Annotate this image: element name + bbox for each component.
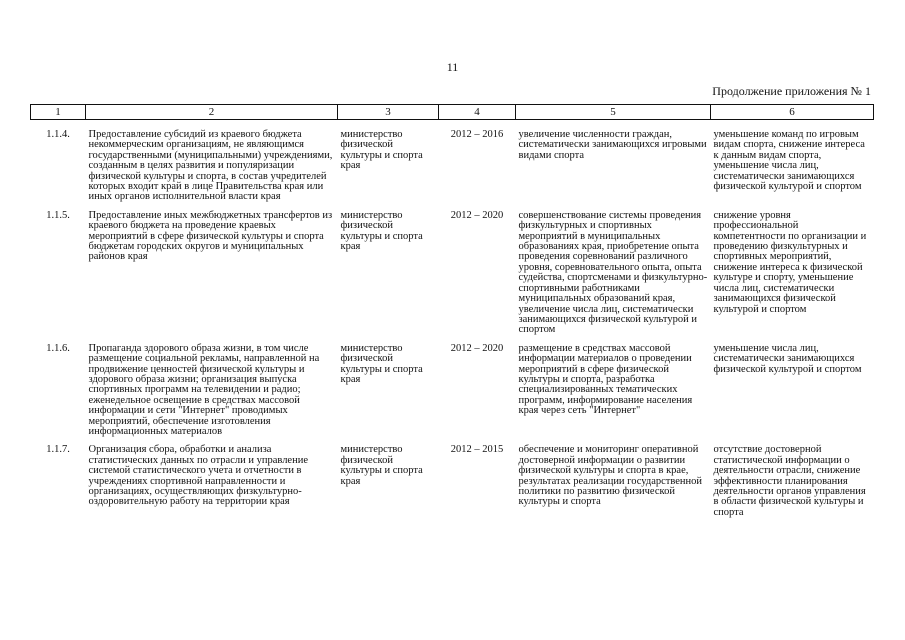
executor-cell: министерство физической культуры и спорта края: [340, 342, 423, 385]
header-col-4: 4: [439, 105, 516, 120]
header-col-2: 2: [86, 105, 338, 120]
consequences-cell: уменьшение числа лиц, систематически занимающихся физической культурой и спортом: [713, 342, 862, 375]
activity-cell: Организация сбора, обработки и анализа статистических данных по отрасли и управление системой статистического учета и отчетности в учреждениях спортивной направленности и организациях, осуществляющих физкультурно-оздоровительную работу на территории края: [88, 444, 308, 508]
table-row: [31, 120, 874, 211]
header-col-1: 1: [31, 105, 86, 120]
activity-cell: Предоставление иных межбюджетных трансфертов из краевого бюджета на проведение краевых мероприятий в сфере физической культуры и спорта бюджетам городских округов и муниципальных районов края: [88, 209, 333, 263]
result-cell: обеспечение и мониторинг оперативной достоверной информации о развитии физической культуры и спорта в крае, результатах реализации государственной политики по развитию физической культуры и спорта: [518, 444, 703, 508]
activity-cell: Предоставление субсидий из краевого бюджета некоммерческим организациям, не являющимся государственными (муниципальными) учреждениями, созданным в целях развития и популяризации физической культуры и спорта, в состав учредителей которых входит край в лице Правительства края или иных органов исполнительной власти края: [88, 129, 333, 203]
table-header-row: [31, 105, 874, 120]
period-cell: 2012 – 2015: [450, 444, 504, 456]
executor-cell: министерство физической культуры и спорта края: [340, 444, 423, 487]
consequences-cell: уменьшение команд по игровым видам спорта, снижение интереса к данным видам спорта, уменьшение числа лиц, систематически занимающихся физической культурой и спортом: [713, 129, 865, 193]
period-cell: 2012 – 2020: [450, 209, 504, 221]
table-row: [31, 344, 874, 446]
header-col-5: 5: [516, 105, 711, 120]
page-number: 11: [446, 60, 459, 74]
result-cell: совершенствование системы проведения физкультурных и спортивных мероприятий в муниципальных образованиях края, приобретение опыта проведения соревнований различного уровня, соревновательного опыта, опыта судейства, спортсменами и физкультурно-спортивными работниками муниципальных образований края, увеличение числа лиц, систематически занимающихся физической культурой и спортом: [518, 209, 708, 336]
activity-cell: Пропаганда здорового образа жизни, в том числе размещение социальной рекламы, направленной на продвижение ценностей физической культуры и здорового образа жизни; организация выпуска спортивных программ на телевидении и радио; еженедельное освещение в средствах массовой информации и сети "Интернет" проводимых мероприятий, обеспечение изготовления информационных материалов: [88, 342, 320, 437]
result-cell: увеличение численности граждан, систематически занимающихся игровыми видами спорта: [518, 129, 707, 161]
result-cell: размещение в средствах массовой информации материалов о проведении мероприятий в сфере физической культуры и спорта, разработка специализированных тематических программ, информирование населения края через сеть "Интернет": [518, 342, 693, 417]
continuation-label: Продолжение приложения № 1: [712, 84, 871, 98]
row-number: 1.1.7.: [46, 444, 70, 456]
executor-cell: министерство физической культуры и спорта края: [340, 129, 423, 172]
consequences-cell: отсутствие достоверной статистической информации о деятельности отрасли, снижение эффективности планирования деятельности органов управления в области физической культуры и спорта: [713, 444, 866, 518]
period-cell: 2012 – 2016: [450, 129, 504, 140]
header-col-3: 3: [338, 105, 439, 120]
program-table: [30, 104, 874, 526]
table-row: [31, 211, 874, 344]
row-number: 1.1.5.: [46, 209, 70, 221]
row-number: 1.1.4.: [46, 129, 70, 140]
row-number: 1.1.6.: [46, 342, 70, 354]
consequences-cell: снижение уровня профессиональной компетентности по организации и проведению физкультурных и спортивных мероприятий, снижение интереса к физической культуре и спорту, уменьшение числа лиц, систематически занимающихся физической культурой и спортом: [713, 209, 867, 315]
executor-cell: министерство физической культуры и спорта края: [340, 209, 423, 253]
period-cell: 2012 – 2020: [450, 342, 504, 354]
table-row: [31, 445, 874, 526]
header-col-6: 6: [711, 105, 874, 120]
